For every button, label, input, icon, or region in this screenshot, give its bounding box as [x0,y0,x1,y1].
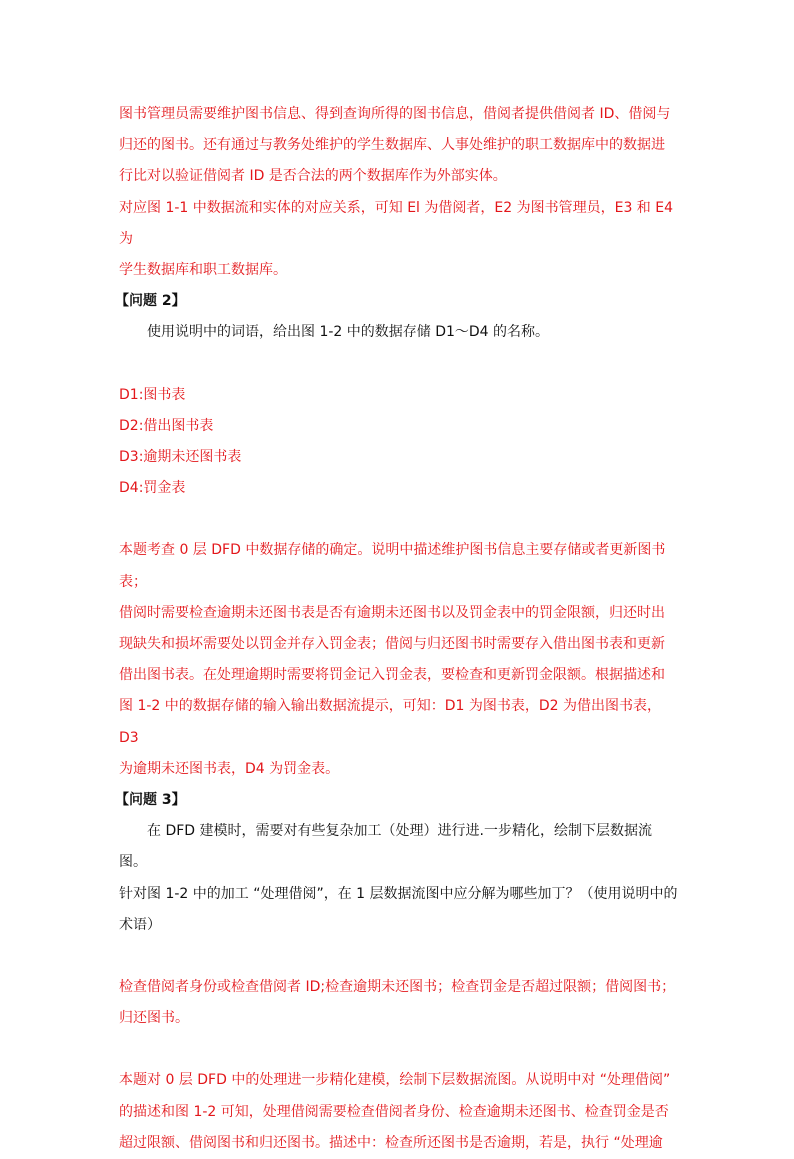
text-line: 本题考查 0 层 DFD 中数据存储的确定。说明中描述维护图书信息主要存储或者更新图书表； [119,542,666,590]
answer-item-d2: D2:借出图书表 [119,417,214,434]
explanation-2-paragraph [119,535,679,785]
text-line: 归还图书。 [119,1010,189,1027]
spacer [119,504,679,535]
document-body [115,99,679,1159]
text-line: 针对图 1-2 中的加工 “处理借阅”，在 1 层数据流图中应分解为哪些加丁？（使用说明中的 [119,885,678,902]
question-3-heading: 【问题 3】 [115,792,186,809]
answer-2-list [119,380,679,505]
answer-item-d3: D3:逾期未还图书表 [119,449,242,466]
question-3-text [119,816,679,941]
text-line: 术语） [119,916,161,933]
text-line: 行比对以验证借阅者 ID 是否合法的两个数据库作为外部实体。 [119,168,507,185]
intro-paragraph [119,99,679,193]
text-line: 的描述和图 1-2 可知，处理借阅需要检查借阅者身份、检查逾期未还图书、检查罚金是否 [119,1103,669,1120]
spacer [119,1034,679,1065]
explanation-3-paragraph [119,1065,679,1159]
text-line: 归还的图书。还有通过与教务处维护的学生数据库、人事处维护的职工数据库中的数据进 [119,137,665,154]
text-line: 现缺失和损坏需要处以罚金并存入罚金表；借阅与归还图书时需要存入借出图书表和更新 [119,636,665,653]
text-line: 借出图书表。在处理逾期时需要将罚金记入罚金表，要检查和更新罚金限额。根据描述和 [119,667,665,684]
spacer [119,941,679,972]
text-line: 图 1-2 中的数据存储的输入输出数据流提示，可知：D1 为图书表，D2 为借出图书表，D3 [119,698,662,746]
question-2-heading: 【问题 2】 [115,293,186,310]
text-line: 本题对 0 层 DFD 中的处理进一步精化建模，绘制下层数据流图。从说明中对 “处理借阅” [119,1072,671,1089]
answer-item-d4: D4:罚金表 [119,480,186,497]
text-line: 为逾期未还图书表，D4 为罚金表。 [119,760,340,777]
text-line: 学生数据库和职工数据库。 [119,262,287,279]
answer-item-d1: D1:图书表 [119,386,186,403]
text-line: 超过限额、借阅图书和归还图书。描述中：检查所还图书是否逾期，若是，执行 “处理逾 [119,1134,663,1151]
text-line: 在 DFD 建模时，需要对有些复杂加工（处理）进行进.一步精化，绘制下层数据流图。 [119,823,652,871]
text-line: 对应图 1-1 中数据流和实体的对应关系，可知 El 为借阅者，E2 为图书管理员，E3 和 E4 为 [119,199,674,247]
text-line: 检查借阅者身份或检查借阅者 ID;检查逾期未还图书；检查罚金是否超过限额；借阅图书； [119,979,676,996]
answer-3-paragraph [119,972,679,1034]
question-2-text: 使用说明中的词语，给出图 1-2 中的数据存储 D1～D4 的名称。 [147,324,550,341]
entity-mapping-paragraph [119,193,679,287]
text-line: 图书管理员需要维护图书信息、得到查询所得的图书信息，借阅者提供借阅者 ID、借阅与 [119,106,671,122]
text-line: 借阅时需要检查逾期未还图书表是否有逾期未还图书以及罚金表中的罚金限额，归还时出 [119,604,665,621]
spacer [119,349,679,380]
